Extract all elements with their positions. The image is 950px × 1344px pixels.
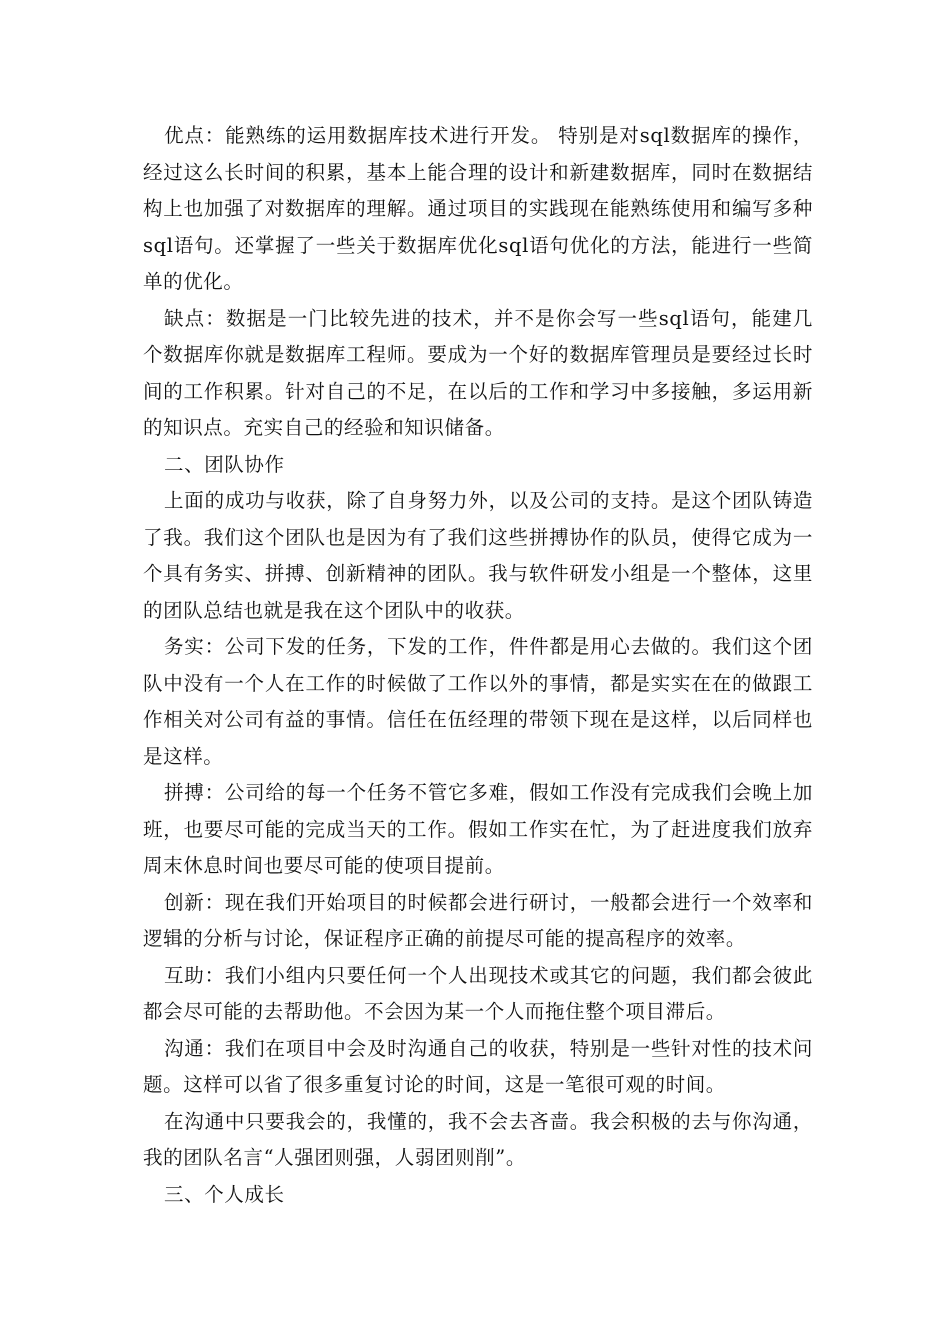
paragraph-weaknesses: 缺点：数据是一门比较先进的技术，并不是你会写一些sql语句，能建几个数据库你就是数据库工程师。要成为一个好的数据库管理员是要经过长时间的工作积累。针对自己的不足，在以后的工作和学习中多接触，多运用新的知识点。充实自己的经验和知识储备。 xyxy=(143,306,813,439)
paragraph-strengths: 优点：能熟练的运用数据库技术进行开发。 特别是对sql数据库的操作，经过这么长时间的积累，基本上能合理的设计和新建数据库，同时在数据结构上也加强了对数据库的理解。通过项目的实践现在能熟练使用和编写多种sql语句。还掌握了一些关于数据库优化sql语句优化的方法，能进行一些简单的优化。 xyxy=(143,124,813,293)
section-heading-personal-growth: 三、个人成长 xyxy=(164,1182,285,1206)
paragraph-team-motto: 在沟通中只要我会的，我懂的，我不会去吝啬。我会积极的去与你沟通，我的团队名言“人强团则强，人弱团则削”。 xyxy=(143,1109,813,1169)
paragraph-communication: 沟通：我们在项目中会及时沟通自己的收获，特别是一些针对性的技术问题。这样可以省了很多重复讨论的时间，这是一笔很可观的时间。 xyxy=(143,1036,813,1096)
paragraph-innovation: 创新：现在我们开始项目的时候都会进行研讨，一般都会进行一个效率和逻辑的分析与讨论，保证程序正确的前提尽可能的提高程序的效率。 xyxy=(143,890,813,950)
document-body xyxy=(143,118,813,1213)
paragraph-team-intro: 上面的成功与收获，除了自身努力外，以及公司的支持。是这个团队铸造了我。我们这个团队也是因为有了我们这些拼搏协作的队员，使得它成为一个具有务实、拼搏、创新精神的团队。我与软件研发小组是一个整体，这里的团队总结也就是我在这个团队中的收获。 xyxy=(143,489,813,622)
paragraph-mutual-help: 互助：我们小组内只要任何一个人出现技术或其它的问题，我们都会彼此都会尽可能的去帮助他。不会因为某一个人而拖住整个项目滞后。 xyxy=(143,963,813,1023)
paragraph-pragmatic: 务实：公司下发的任务，下发的工作，件件都是用心去做的。我们这个团队中没有一个人在工作的时候做了工作以外的事情，都是实实在在的做跟工作相关对公司有益的事情。信任在伍经理的带领下现在是这样，以后同样也是这样。 xyxy=(143,635,813,768)
section-heading-teamwork: 二、团队协作 xyxy=(164,452,285,476)
paragraph-striving: 拼搏：公司给的每一个任务不管它多难，假如工作没有完成我们会晚上加班，也要尽可能的完成当天的工作。假如工作实在忙，为了赶进度我们放弃周末休息时间也要尽可能的使项目提前。 xyxy=(143,781,813,877)
